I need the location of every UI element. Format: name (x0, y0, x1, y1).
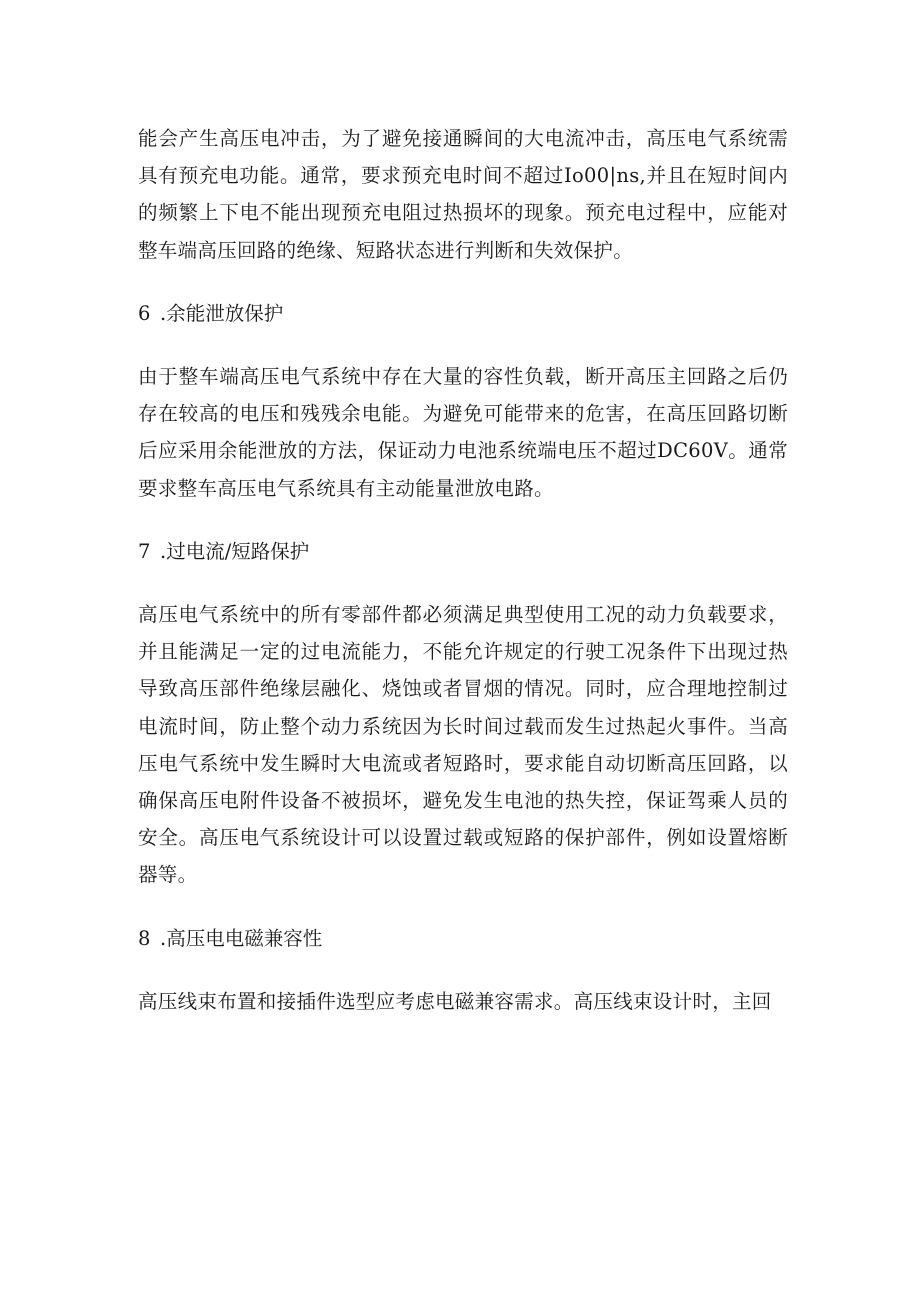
paragraph-precharge: 能会产生高压电冲击，为了避免接通瞬间的大电流冲击，高压电气系统需具有预充电功能。通常，要求预充电时间不超过Io00|ns,并且在短时间内的频繁上下电不能出现预充电阻过热损坏的现象。预充电过程中，应能对整车端高压回路的绝缘、短路状态进行判断和失效保护。 (138, 127, 788, 262)
heading-text: .余能泄放保护 (160, 301, 284, 325)
paragraph-emc: 高压线束布置和接插件选型应考虑电磁兼容需求。高压线束设计时，主回 (138, 989, 772, 1013)
heading-number: 8 (138, 926, 151, 950)
heading-text: .过电流/短路保护 (160, 539, 310, 563)
heading-overcurrent-protection (138, 533, 788, 570)
heading-number: 7 (138, 539, 151, 563)
heading-residual-energy-discharge (138, 295, 788, 332)
heading-emc (138, 920, 788, 957)
document-page (138, 120, 788, 1020)
paragraph-overcurrent: 高压电气系统中的所有零部件都必须满足典型使用工况的动力负载要求，并且能满足一定的过电流能力，不能允许规定的行驶工况条件下出现过热导致高压部件绝缘层融化、烧蚀或者冒烟的情况。同时，应合理地控制过电流时间，防止整个动力系统因为长时间过载而发生过热起火事件。当高压电气系统中发生瞬时大电流或者短路时，要求能自动切断高压回路，以确保高压电附件设备不被损坏，避免发生电池的热失控，保证驾乘人员的安全。高压电气系统设计可以设置过载或短路的保护部件，例如设置熔断器等。 (138, 603, 788, 887)
heading-number: 6 (138, 301, 151, 325)
heading-text: .高压电电磁兼容性 (160, 926, 323, 950)
paragraph-residual-energy: 由于整车端高压电气系统中存在大量的容性负载，断开高压主回路之后仍存在较高的电压和残残余电能。为避免可能带来的危害，在高压回路切断后应采用余能泄放的方法，保证动力电池系统端电压不超过DC60V。通常要求整车高压电气系统具有主动能量泄放电路。 (138, 365, 788, 500)
